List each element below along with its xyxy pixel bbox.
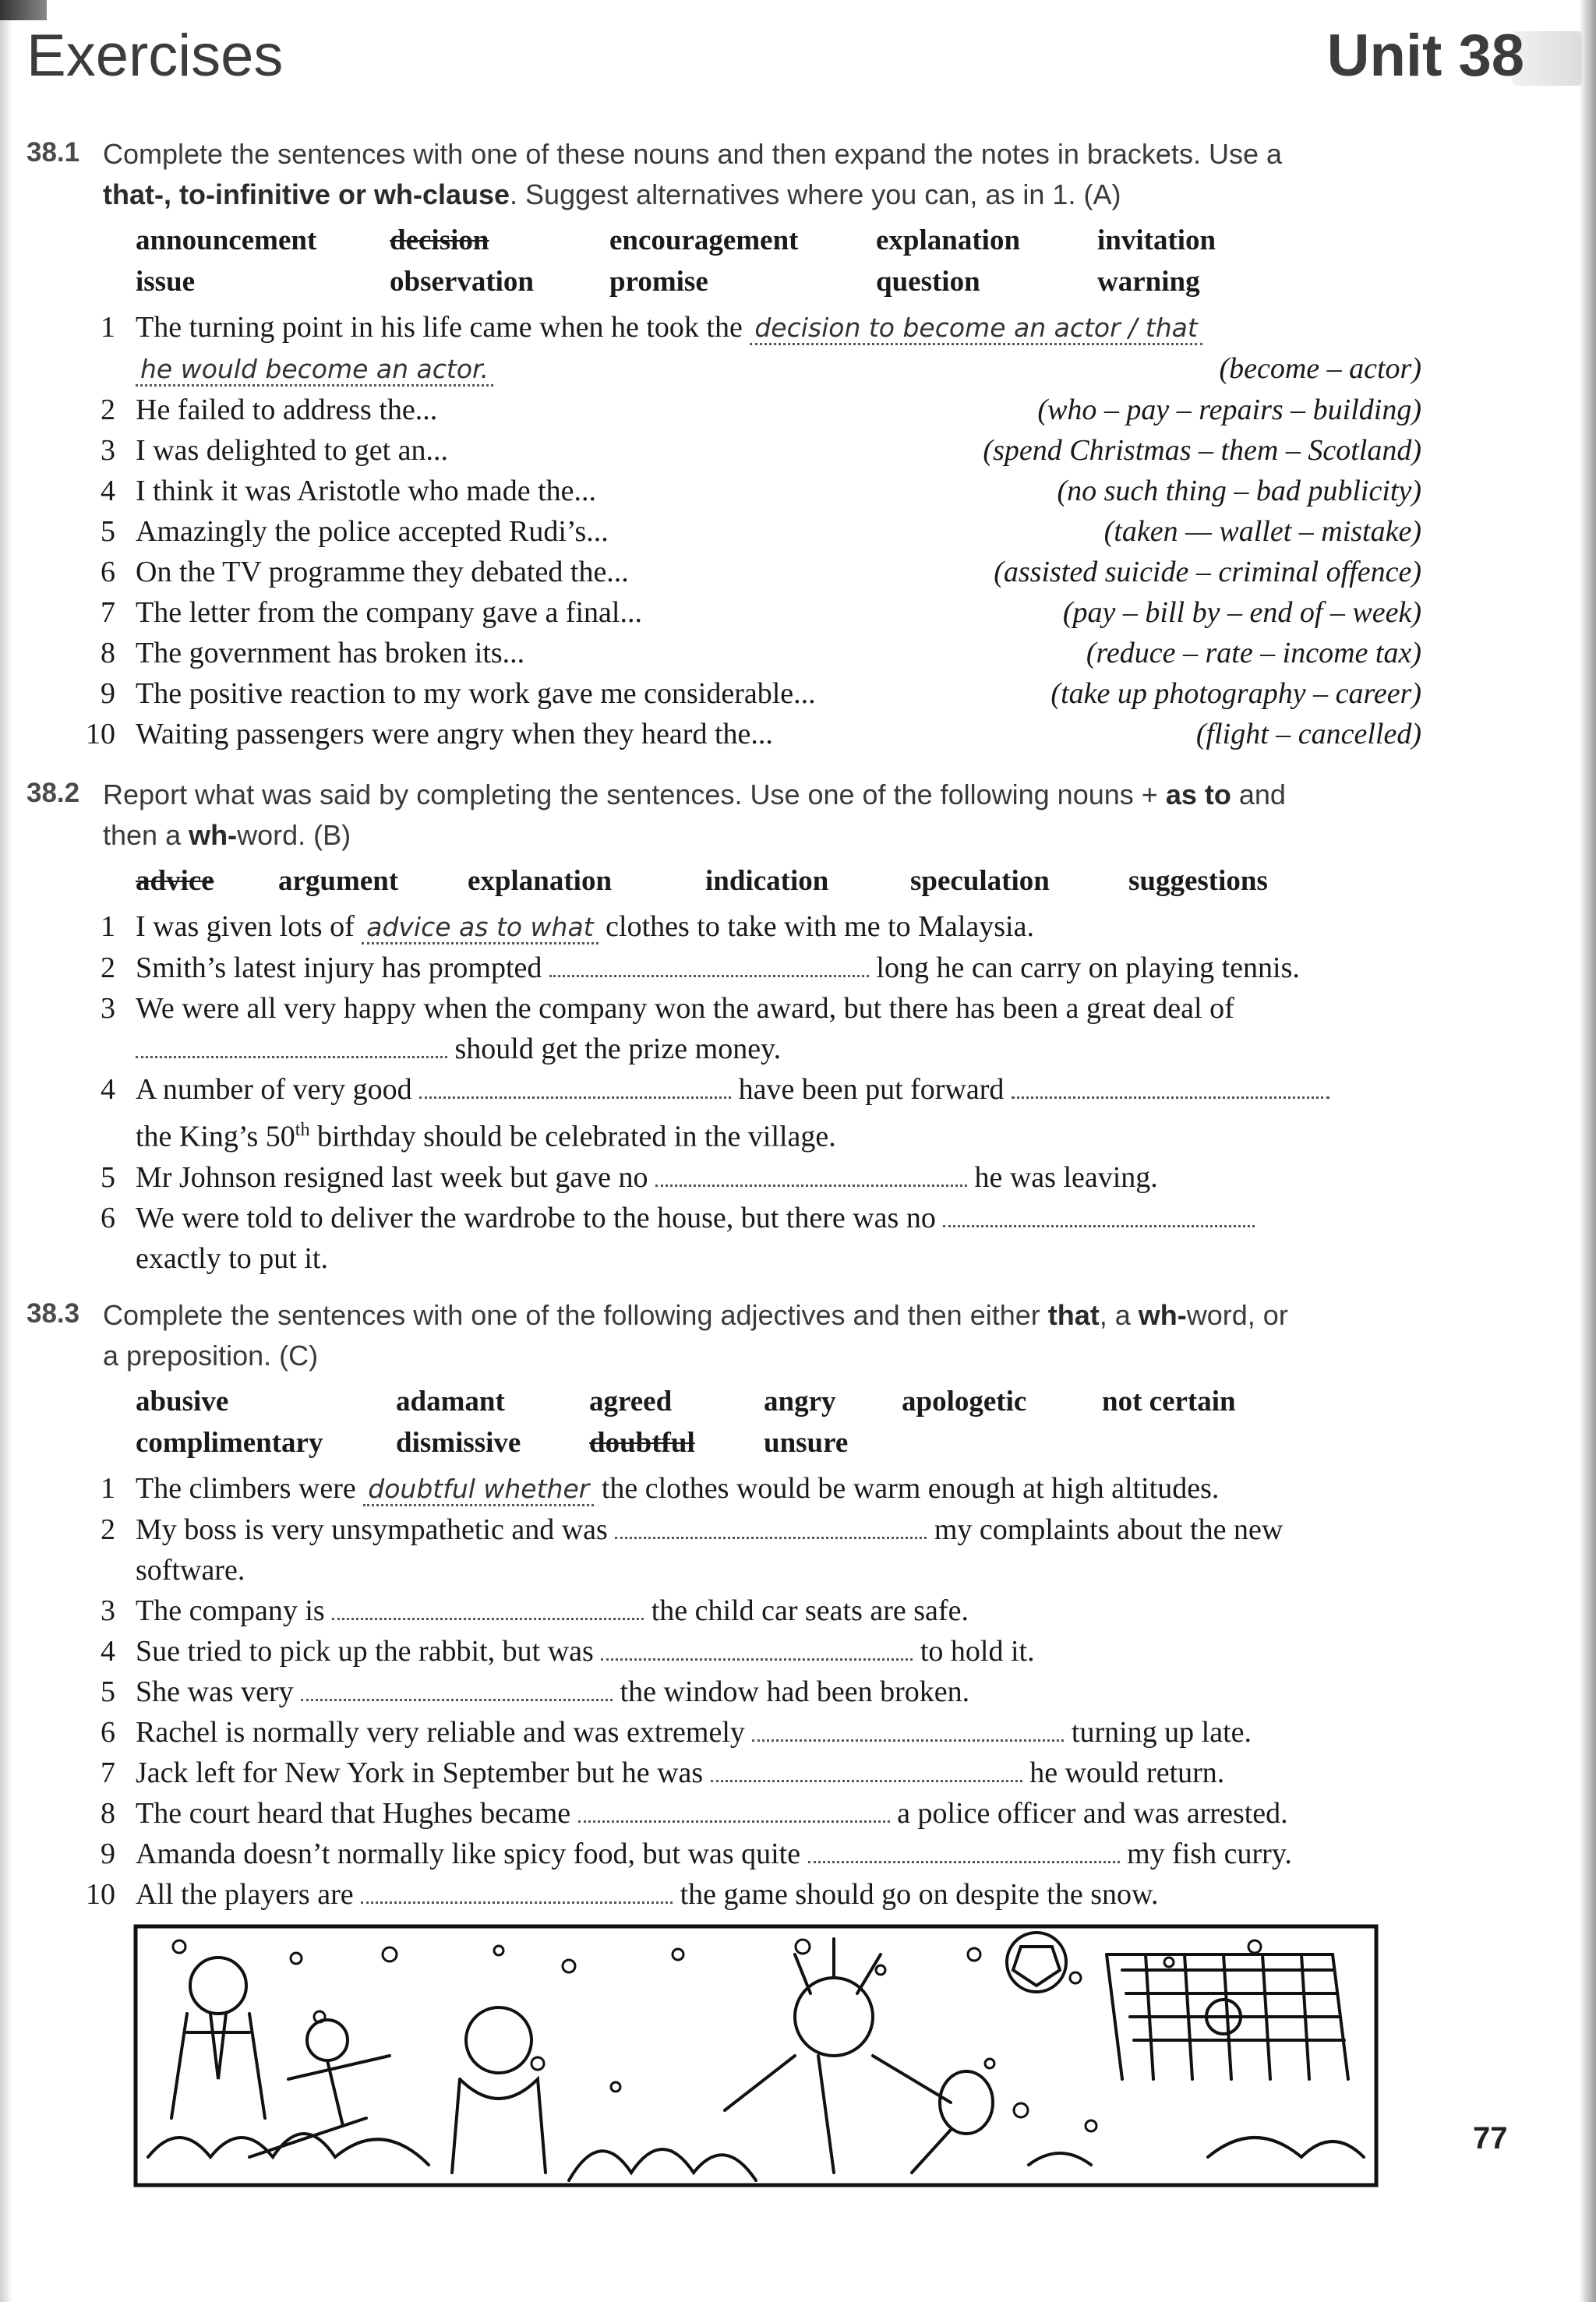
answer-blank[interactable] <box>332 1594 644 1620</box>
word-used: doubtful <box>589 1427 695 1459</box>
hint: (take up photography – career) <box>1050 677 1421 710</box>
exercise-instructions: Complete the sentences with one of the following adjectives and then either that, a wh-word, or a preposition. (C) <box>103 1299 1288 1372</box>
hint: (spend Christmas – them – Scotland) <box>983 434 1421 467</box>
word: unsure <box>764 1427 849 1459</box>
word: announcement <box>136 224 317 256</box>
answer-blank[interactable] <box>943 1202 1255 1227</box>
list-item: 6 We were told to deliver the wardrobe to the house, but there was no <box>26 1198 1421 1238</box>
word: dismissive <box>396 1427 521 1459</box>
exercise-number: 38.2 <box>26 778 80 808</box>
word: promise <box>609 266 708 298</box>
list-item: 7 The letter from the company gave a final... (pay – bill by – end of – week) <box>26 592 1421 633</box>
word: warning <box>1097 266 1200 298</box>
answer-blank[interactable] <box>615 1513 927 1539</box>
word: observation <box>390 266 534 298</box>
list-item: the King’s 50th birthday should be celebrated in the village. <box>136 1120 836 1153</box>
answer-blank[interactable] <box>808 1838 1120 1863</box>
answer-blank[interactable] <box>361 1878 673 1904</box>
list-item: 9 The positive reaction to my work gave me considerable... (take up photography – career) <box>26 673 1421 714</box>
word: explanation <box>876 224 1021 256</box>
page-corner-shadow <box>0 0 47 20</box>
word: invitation <box>1097 224 1216 256</box>
word: indication <box>705 865 829 897</box>
answer-blank[interactable] <box>301 1675 613 1701</box>
exercise-items <box>26 1468 1421 1915</box>
word-box <box>136 860 1421 902</box>
list-item <box>26 348 1421 390</box>
list-item: 3 I was delighted to get an... (spend Christmas – them – Scotland) <box>26 430 1421 471</box>
hint: (no such thing – bad publicity) <box>1057 475 1421 507</box>
list-item: 3 The company is the child car seats are safe. <box>101 1594 969 1627</box>
list-item: 5 Amazingly the police accepted Rudi’s... (taken — wallet – mistake) <box>26 511 1421 552</box>
example-answer: doubtful whether <box>363 1474 594 1506</box>
list-item: 7 Jack left for New York in September but he was he would return. <box>101 1757 1225 1789</box>
word-box <box>136 1381 1421 1463</box>
answer-blank[interactable] <box>711 1757 1022 1782</box>
list-item: exactly to put it. <box>136 1241 328 1275</box>
word-used: decision <box>390 224 489 256</box>
example-answer: decision to become an actor / that <box>750 312 1202 345</box>
page-title: Exercises <box>26 23 284 89</box>
hint: (flight – cancelled) <box>1195 718 1421 750</box>
list-item: 6 Rachel is normally very reliable and was extremely turning up late. <box>101 1716 1252 1749</box>
word: issue <box>136 266 196 298</box>
unit-label: Unit 38 <box>1326 23 1524 89</box>
page-number: 77 <box>1473 2121 1508 2155</box>
answer-blank[interactable] <box>136 1033 447 1058</box>
list-item: should get the prize money. <box>26 1029 1421 1069</box>
word: explanation <box>468 865 613 897</box>
list-item: 3 We were all very happy when the company won the award, but there has been a great deal of <box>101 992 1234 1025</box>
word-used: advice <box>136 865 214 897</box>
word: abusive <box>136 1386 229 1418</box>
list-item: 5 She was very the window had been broken. <box>101 1675 970 1708</box>
page-right-edge <box>1579 0 1596 2302</box>
hint: (pay – bill by – end of – week) <box>1062 596 1421 629</box>
list-item: 1 The climbers were doubtful whether the clothes would be warm enough at high altitudes. <box>101 1472 1220 1505</box>
exercise-number: 38.3 <box>26 1298 80 1329</box>
answer-blank[interactable] <box>601 1635 913 1661</box>
example-answer: advice as to what <box>362 912 598 944</box>
answer-blank[interactable] <box>549 952 869 977</box>
list-item: 8 The court heard that Hughes became a police officer and was arrested. <box>101 1797 1288 1830</box>
list-item: 9 Amanda doesn’t normally like spicy food, but was quite my fish curry. <box>101 1838 1292 1870</box>
word: suggestions <box>1128 865 1268 897</box>
hint: (taken — wallet – mistake) <box>1103 515 1421 548</box>
hint: (reduce – rate – income tax) <box>1086 637 1421 669</box>
list-item: 10 All the players are the game should go on despite the snow. <box>86 1878 1159 1911</box>
list-item: 1 I was given lots of advice as to what clothes to take with me to Malaysia. <box>101 910 1034 943</box>
list-item: software. <box>136 1554 245 1587</box>
word: complimentary <box>136 1427 323 1459</box>
list-item: 8 The government has broken its... (reduce – rate – income tax) <box>26 633 1421 673</box>
answer-blank[interactable] <box>1012 1073 1329 1099</box>
list-item: 2 He failed to address the... (who – pay – repairs – building) <box>26 390 1421 430</box>
page-left-edge <box>0 0 12 2302</box>
exercise-items <box>26 906 1421 1279</box>
exercise-number: 38.1 <box>26 137 80 168</box>
list-item: 1 The turning point in his life came when he took the decision to become an actor / that <box>26 307 1421 348</box>
list-item: 4 Sue tried to pick up the rabbit, but was to hold it. <box>101 1635 1035 1668</box>
answer-blank[interactable] <box>655 1161 967 1187</box>
word: argument <box>278 865 399 897</box>
example-answer: he would become an actor. <box>136 354 493 387</box>
exercise-38-2 <box>26 775 1421 1279</box>
list-item: 2 My boss is very unsympathetic and was my complaints about the new <box>101 1513 1284 1546</box>
list-item: 10 Waiting passengers were angry when they heard the... (flight – cancelled) <box>26 714 1421 754</box>
word: question <box>876 266 980 298</box>
word: not certain <box>1102 1386 1236 1418</box>
word: agreed <box>589 1386 673 1418</box>
cartoon-illustration <box>132 1923 1379 2188</box>
word: adamant <box>396 1386 505 1418</box>
list-item: 4 A number of very good have been put forward <box>26 1069 1421 1110</box>
word: encouragement <box>609 224 799 256</box>
word: speculation <box>910 865 1050 897</box>
exercise-38-1 <box>26 134 1421 754</box>
hint: (become – actor) <box>1219 352 1421 385</box>
word-box <box>136 220 1421 302</box>
exercise-items <box>26 307 1421 754</box>
word: apologetic <box>902 1386 1027 1418</box>
exercise-instructions: Complete the sentences with one of these nouns and then expand the notes in brackets. Use a that-, to-infinitive or wh-clause. Suggest alternatives where you can, as in 1. (A) <box>103 138 1282 210</box>
list-item: 2 Smith’s latest injury has prompted long he can carry on playing tennis. <box>101 952 1300 984</box>
hint: (who – pay – repairs – building) <box>1037 394 1421 426</box>
list-item: 4 I think it was Aristotle who made the... (no such thing – bad publicity) <box>26 471 1421 511</box>
answer-blank[interactable] <box>419 1073 731 1099</box>
answer-blank[interactable] <box>752 1716 1064 1742</box>
answer-blank[interactable] <box>578 1797 890 1823</box>
hint: (assisted suicide – criminal offence) <box>994 556 1421 588</box>
exercise-38-3 <box>26 1295 1421 1915</box>
word: angry <box>764 1386 836 1418</box>
list-item: 5 Mr Johnson resigned last week but gave no he was leaving. <box>101 1160 1158 1194</box>
exercise-instructions: Report what was said by completing the sentences. Use one of the following nouns + as to and then a wh-word. (B) <box>103 779 1286 851</box>
list-item: 6 On the TV programme they debated the... (assisted suicide – criminal offence) <box>26 552 1421 592</box>
